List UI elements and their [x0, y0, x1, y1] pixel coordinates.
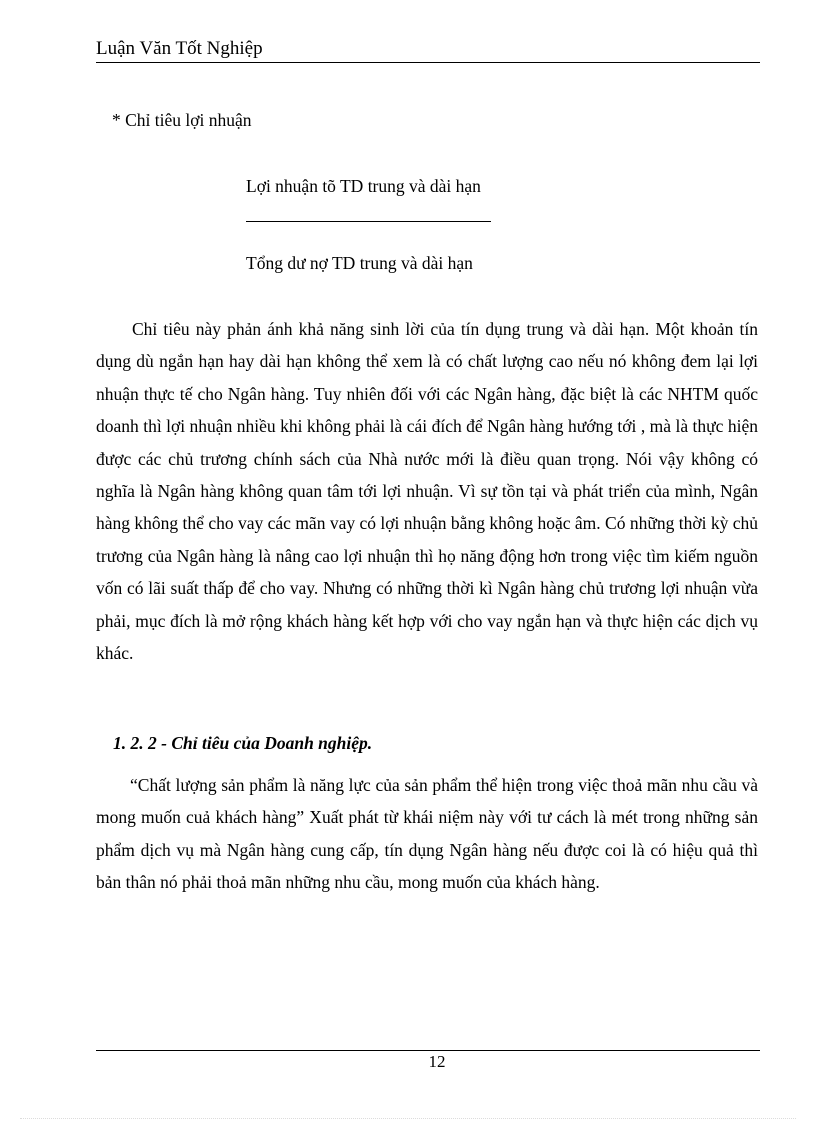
formula-denominator: Tổng dư nợ TD trung và dài hạn	[246, 253, 473, 273]
page-number: 12	[428, 1052, 446, 1071]
formula-numerator: Lợi nhuận tõ TD trung và dài hạn	[246, 176, 481, 196]
header-divider	[96, 62, 760, 63]
body-paragraph-profit: Chỉ tiêu này phản ánh khả năng sinh lời của tín dụng trung và dài hạn. Một khoản tín dụng dù ngắn hạn hay dài hạn không thể xem là có chất lượng cao nếu nó không đem lại lợi nhuận thực tế cho Ngân hàng. Tuy nhiên đối với các Ngân hàng, đặc biệt là các NHTM quốc doanh thì lợi nhuận nhiều khi không phải là cái đích để Ngân hàng hướng tới , mà là thực hiện được các chủ trương chính sách của Nhà nước mới là điều quan trọng. Nói vậy không có nghĩa là Ngân hàng không quan tâm tới lợi nhuận. Vì sự tồn tại và phát triển của mình, Ngân hàng không thể cho vay các mãn vay có lợi nhuận bằng không hoặc âm. Có những thời kỳ chủ trương của Ngân hàng là nâng cao lợi nhuận thì họ năng động hơn trong việc tìm kiếm nguồn vốn có lãi suất thấp để cho vay. Nhưng có những thời kì Ngân hàng chủ trương lợi nhuận vừa phải, mục đích là mở rộng khách hàng kết hợp với cho vay ngắn hạn và thực hiện các dịch vụ khác.	[96, 319, 758, 664]
formula-fraction-line	[246, 221, 491, 222]
header-title: Luận Văn Tốt Nghiệp	[96, 38, 263, 59]
indicator-heading: * Chỉ tiêu lợi nhuận	[112, 110, 252, 130]
page-edge-dotted-line	[20, 1118, 796, 1119]
section-heading: 1. 2. 2 - Chỉ tiêu của Doanh nghiệp.	[113, 733, 373, 753]
body-paragraph-enterprise: “Chất lượng sản phẩm là năng lực của sản phẩm thể hiện trong việc thoả mãn nhu cầu và mong muốn cuả khách hàng” Xuất phát từ khái niệm này với tư cách là mét trong những sản phẩm dịch vụ mà Ngân hàng cung cấp, tín dụng Ngân hàng nếu được coi là có hiệu quả thì bản thân nó phải thoả mãn những nhu cầu, mong muốn của khách hàng.	[96, 775, 758, 893]
footer-divider	[96, 1050, 760, 1051]
